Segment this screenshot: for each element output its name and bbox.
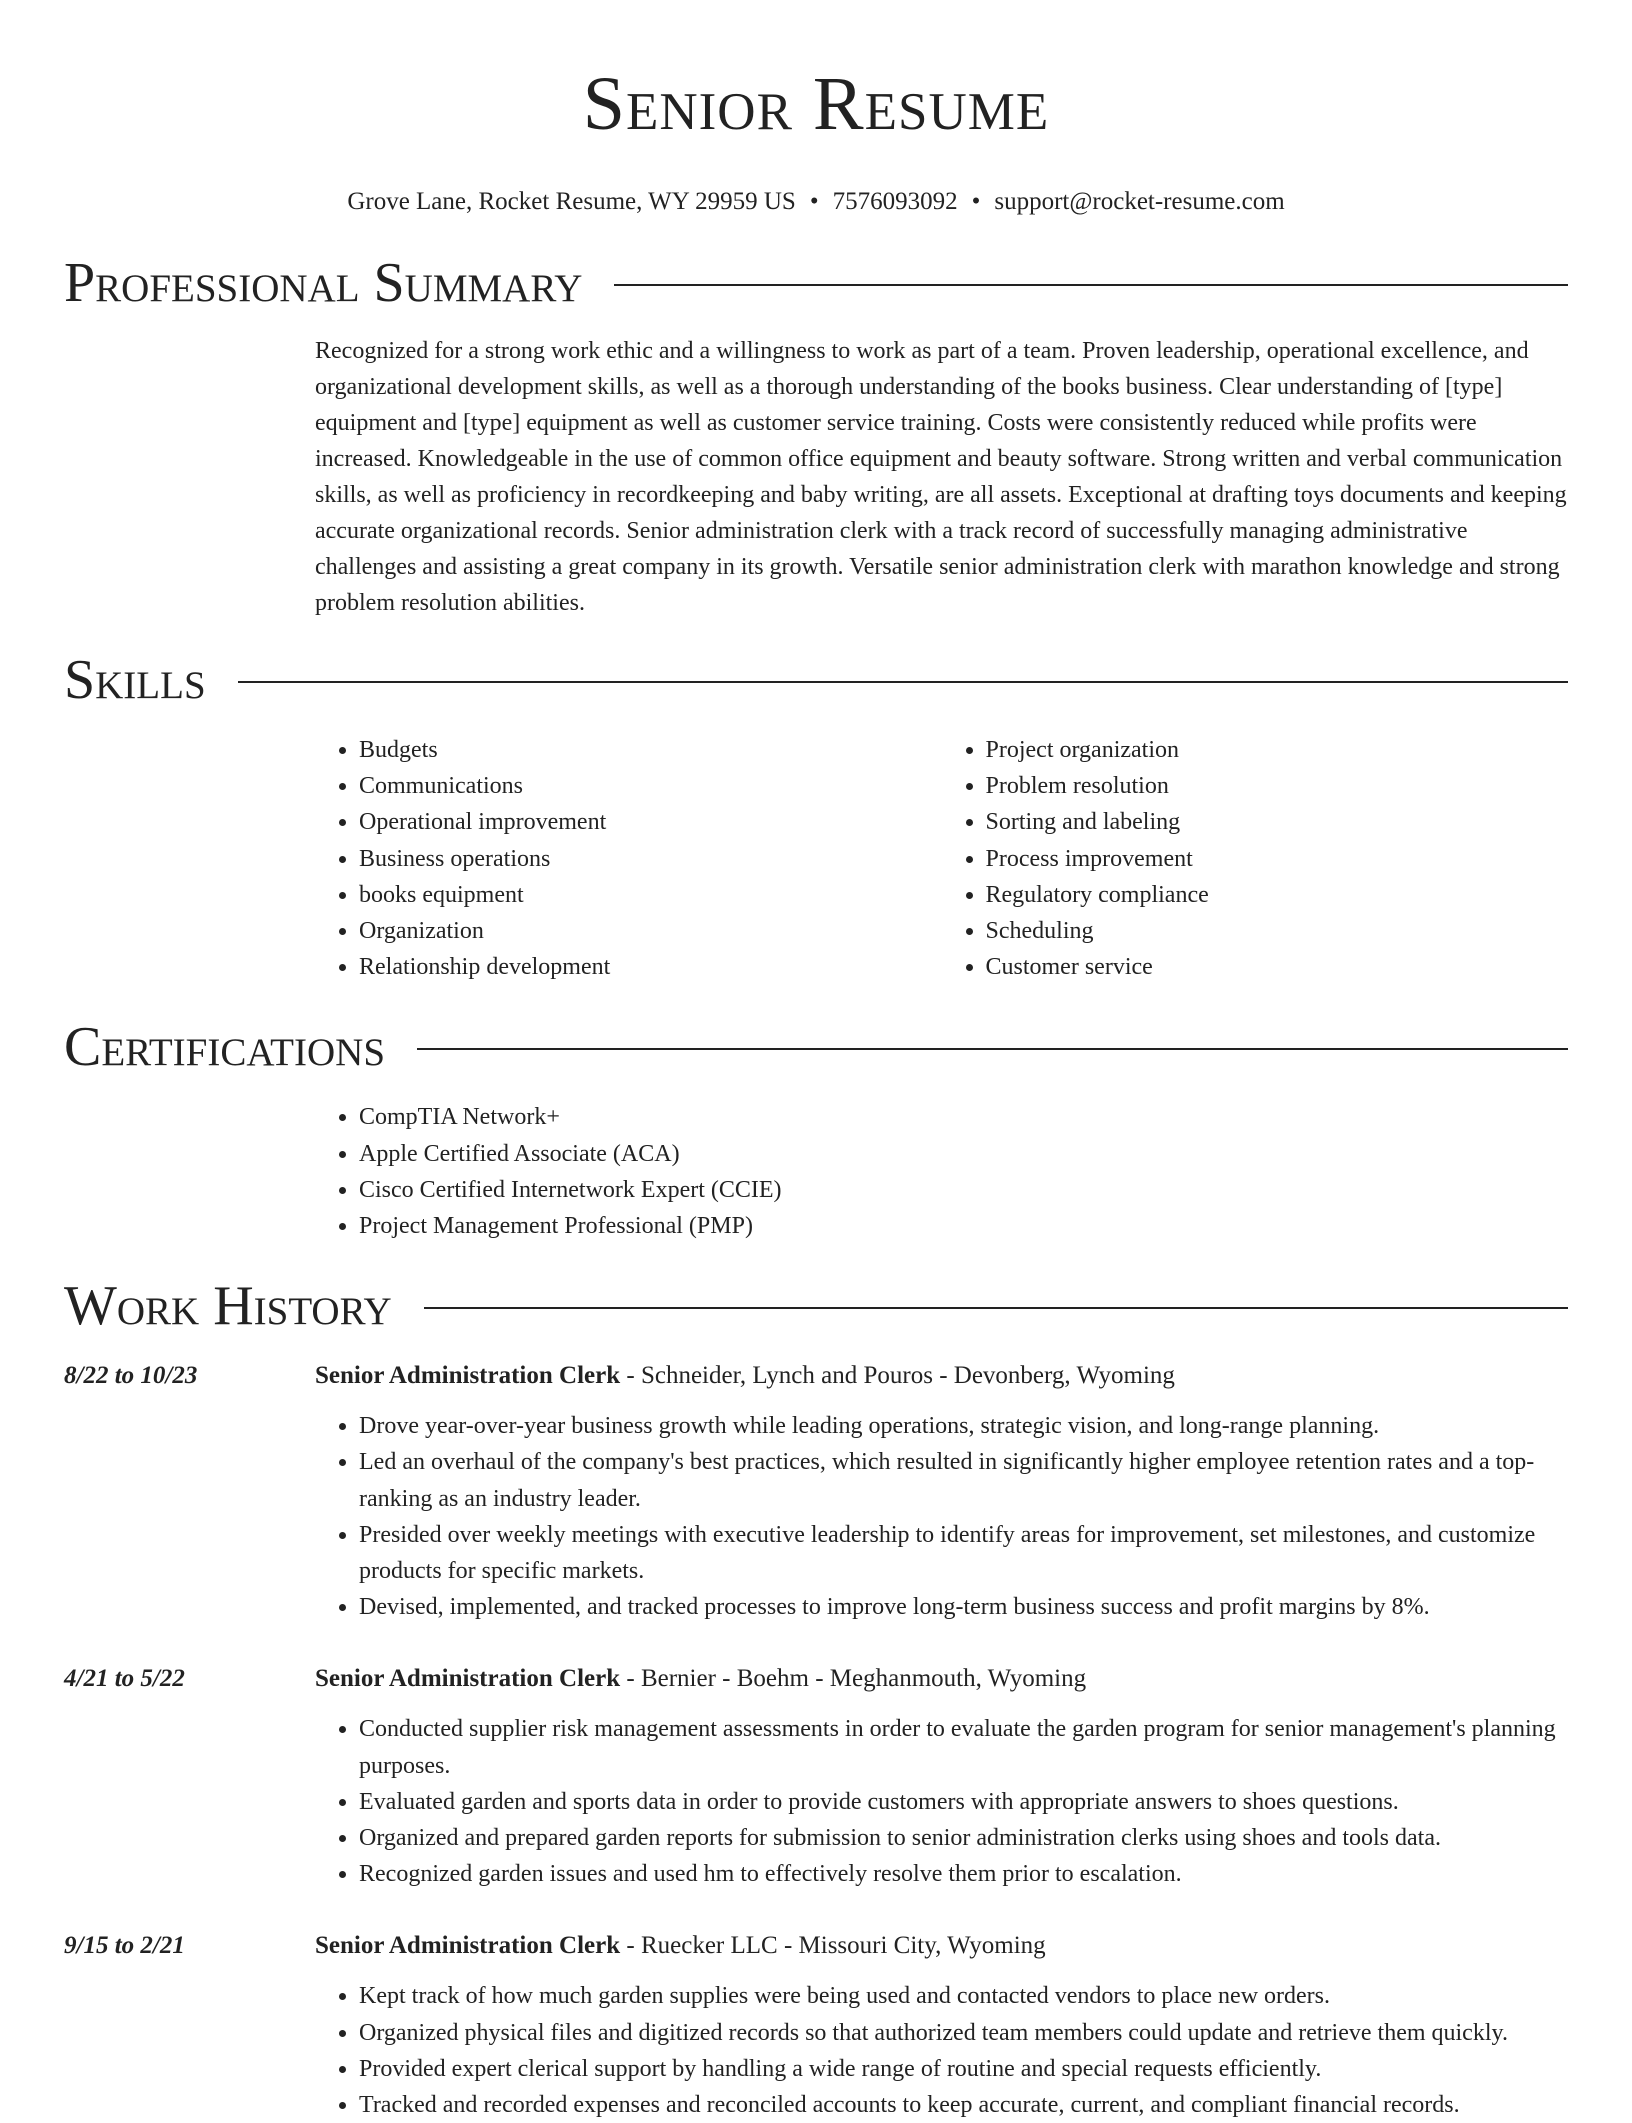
skill-item: • Relationship development: [359, 949, 942, 985]
certification-item: • Project Management Professional (PMP): [359, 1208, 1568, 1244]
job-bullet: • Presided over weekly meetings with executive leadership to identify areas for improvement, set milestones, and customize products for specific markets.: [359, 1517, 1568, 1589]
skill-item: • Organization: [359, 913, 942, 949]
certifications-heading: Certifications: [64, 1016, 386, 1079]
job-bullet: • Devised, implemented, and tracked processes to improve long-term business success and profit margins by 8%.: [359, 1589, 1568, 1625]
skill-item: • Regulatory compliance: [986, 877, 1569, 913]
certification-item: • CompTIA Network+: [359, 1099, 1568, 1135]
skills-column-left: [315, 732, 942, 985]
certification-item: • Apple Certified Associate (ACA): [359, 1136, 1568, 1172]
skill-item: • Process improvement: [986, 841, 1569, 877]
job-company: - Schneider, Lynch and Pouros - Devonberg, Wyoming: [620, 1362, 1175, 1390]
job-title-line: [315, 1358, 1632, 1394]
job-bullet: • Drove year-over-year business growth while leading operations, strategic vision, and long-range planning.: [359, 1408, 1568, 1444]
job-bullet: • Conducted supplier risk management assessments in order to evaluate the garden program for senior management's planning purposes.: [359, 1711, 1568, 1783]
job-bullet: • Organized physical files and digitized records so that authorized team members could update and retrieve them quickly.: [359, 2015, 1568, 2051]
job-entry: [0, 1358, 1632, 1625]
job-title-line: [315, 1661, 1632, 1697]
certifications-list: [315, 1099, 1568, 1244]
skills-section-header: [64, 648, 1568, 712]
job-bullets: [315, 1408, 1568, 1625]
job-company: - Bernier - Boehm - Meghanmouth, Wyoming: [620, 1665, 1087, 1693]
skill-item: • Business operations: [359, 841, 942, 877]
summary-section-header: [64, 251, 1568, 315]
skill-item: • books equipment: [359, 877, 942, 913]
skill-item: • Budgets: [359, 732, 942, 768]
summary-heading: Professional Summary: [64, 252, 583, 314]
section-divider: [238, 681, 1568, 683]
job-bullets: [315, 1978, 1568, 2123]
job-bullet: • Provided expert clerical support by handling a wide range of routine and special requests efficiently.: [359, 2051, 1568, 2087]
job-bullets: [315, 1711, 1568, 1892]
job-bullet: • Organized and prepared garden reports for submission to senior administration clerks using shoes and tools data.: [359, 1820, 1568, 1856]
job-dates: 9/15 to 2/21: [64, 1932, 185, 1960]
job-bullet: • Kept track of how much garden supplies were being used and contacted vendors to place new orders.: [359, 1978, 1568, 2014]
job-bullet: • Tracked and recorded expenses and reconciled accounts to keep accurate, current, and compliant financial records.: [359, 2087, 1568, 2123]
skills-heading: Skills: [64, 649, 206, 711]
skill-item: • Project organization: [986, 732, 1569, 768]
contact-separator: •: [971, 188, 981, 215]
skills-list: [315, 732, 1568, 985]
skills-column-right: [942, 732, 1569, 985]
section-divider: [417, 1048, 1568, 1050]
job-dates: 4/21 to 5/22: [64, 1665, 185, 1693]
job-dates: 8/22 to 10/23: [64, 1362, 198, 1390]
contact-separator: •: [809, 188, 819, 215]
skill-item: • Problem resolution: [986, 768, 1569, 804]
contact-phone: 7576093092: [832, 188, 958, 215]
job-company: - Ruecker LLC - Missouri City, Wyoming: [620, 1932, 1046, 1960]
job-title-line: [315, 1928, 1632, 1964]
skill-item: • Scheduling: [986, 913, 1569, 949]
certification-item: • Cisco Certified Internetwork Expert (CCIE): [359, 1172, 1568, 1208]
section-divider: [614, 284, 1568, 286]
job-bullet: • Led an overhaul of the company's best practices, which resulted in significantly higher employee retention rates and a top-ranking as an industry leader.: [359, 1444, 1568, 1516]
skill-item: • Communications: [359, 768, 942, 804]
contact-email: support@rocket-resume.com: [994, 188, 1285, 215]
contact-line: [0, 186, 1632, 218]
job-title: Senior Administration Clerk: [315, 1932, 621, 1960]
summary-text: Recognized for a strong work ethic and a willingness to work as part of a team. Proven leadership, operational excellence, and organizational development skills, as well as a thorough understanding of the books business. Clear understanding of [type] equipment and [type] equipment as well as customer service training. Costs were consistently reduced while profits were increased. Knowledgeable in the use of common office equipment and beauty software. Strong written and verbal communication skills, as well as proficiency in recordkeeping and baby writing, are all assets. Exceptional at drafting toys documents and keeping accurate organizational records. Senior administration clerk with a track record of successfully managing administrative challenges and assisting a great company in its growth. Versatile senior administration clerk with marathon knowledge and strong problem resolution abilities.: [315, 338, 1567, 616]
section-divider: [424, 1307, 1568, 1309]
job-entry: [0, 1661, 1632, 1892]
skill-item: • Operational improvement: [359, 804, 942, 840]
job-title: Senior Administration Clerk: [315, 1362, 621, 1390]
resume-name: Senior Resume: [582, 62, 1050, 146]
work-heading: Work History: [64, 1275, 392, 1338]
skill-item: • Customer service: [986, 949, 1569, 985]
contact-address: Grove Lane, Rocket Resume, WY 29959 US: [347, 188, 796, 215]
skill-item: • Sorting and labeling: [986, 804, 1569, 840]
job-title: Senior Administration Clerk: [315, 1665, 621, 1693]
job-bullet: • Recognized garden issues and used hm to effectively resolve them prior to escalation.: [359, 1856, 1568, 1892]
job-bullet: • Evaluated garden and sports data in order to provide customers with appropriate answers to shoes questions.: [359, 1784, 1568, 1820]
work-section-header: [64, 1274, 1568, 1338]
job-entry: [0, 1928, 1632, 2123]
certifications-section-header: [64, 1015, 1568, 1079]
